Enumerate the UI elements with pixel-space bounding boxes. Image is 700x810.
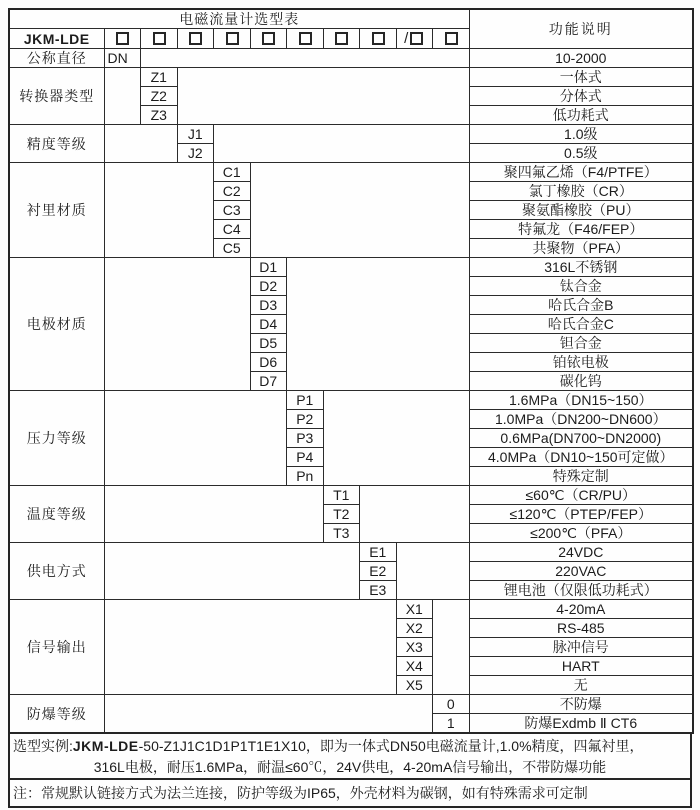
category-label: 压力等级: [9, 391, 104, 486]
option-code: D5: [250, 334, 287, 353]
option-code: X3: [396, 638, 433, 657]
option-description: 10-2000: [469, 49, 693, 68]
option-code: E2: [360, 562, 397, 581]
option-description: 1.0MPa（DN200~DN600）: [469, 410, 693, 429]
option-code: X4: [396, 657, 433, 676]
option-code: P2: [287, 410, 324, 429]
right-spacer: [360, 486, 470, 543]
category-label: 公称直径: [9, 49, 104, 68]
option-code: P1: [287, 391, 324, 410]
option-description: 铂铱电极: [469, 353, 693, 372]
option-code: D1: [250, 258, 287, 277]
option-code: Z2: [141, 87, 178, 106]
option-description: 0.6MPa(DN700~DN2000): [469, 429, 693, 448]
example-line2: 316L电极，耐压1.6MPa，耐温≤60℃，24V供电，4-20mA信号输出，不带防爆功能: [93, 759, 607, 776]
model-code-box-cell: [141, 29, 178, 49]
category-label: 转换器类型: [9, 68, 104, 125]
option-code: P4: [287, 448, 324, 467]
option-code: D2: [250, 277, 287, 296]
option-code: X5: [396, 676, 433, 695]
option-code: X2: [396, 619, 433, 638]
option-code: T2: [323, 505, 360, 524]
option-description: 氯丁橡胶（CR）: [469, 182, 693, 201]
option-code: DN: [104, 49, 141, 68]
option-code: C2: [214, 182, 251, 201]
option-description: 无: [469, 676, 693, 695]
option-description: 4-20mA: [469, 600, 693, 619]
option-code: 1: [433, 714, 470, 734]
option-description: 4.0MPa（DN10~150可定做）: [469, 448, 693, 467]
right-spacer: [396, 543, 469, 600]
option-description: 聚四氟乙烯（F4/PTFE）: [469, 163, 693, 182]
left-spacer: [104, 125, 177, 163]
right-spacer: [433, 600, 470, 695]
code-checkbox: [299, 32, 312, 45]
option-description: 220VAC: [469, 562, 693, 581]
option-description: 钛合金: [469, 277, 693, 296]
option-row: [9, 49, 693, 68]
code-checkbox: [189, 32, 202, 45]
note-line: 注：常规默认链接方式为法兰连接，防护等级为IP65，外壳材料为碳钢，如有特殊需求可定制: [8, 780, 692, 808]
option-description: ≤60℃（CR/PU）: [469, 486, 693, 505]
model-code-box-cell: [433, 29, 470, 49]
option-row: [9, 68, 693, 87]
option-code: D3: [250, 296, 287, 315]
right-spacer: [287, 258, 470, 391]
selection-table: [8, 8, 694, 734]
option-code: 0: [433, 695, 470, 714]
option-code: P3: [287, 429, 324, 448]
option-code: E1: [360, 543, 397, 562]
option-code: C4: [214, 220, 251, 239]
code-checkbox: [445, 32, 458, 45]
option-row: [9, 600, 693, 619]
code-checkbox: [153, 32, 166, 45]
option-description: ≤200℃（PFA）: [469, 524, 693, 543]
option-description: 聚氨酯橡胶（PU）: [469, 201, 693, 220]
option-row: [9, 543, 693, 562]
right-spacer: [214, 125, 470, 163]
option-description: 哈氏合金C: [469, 315, 693, 334]
option-description: 不防爆: [469, 695, 693, 714]
option-code: C5: [214, 239, 251, 258]
slash-separator: /: [404, 30, 409, 48]
example-line1: [10, 736, 690, 757]
category-label: 精度等级: [9, 125, 104, 163]
table-title: 电磁流量计选型表: [9, 9, 469, 29]
model-code-box-cell: [177, 29, 214, 49]
model-code-box-cell: [396, 29, 433, 49]
option-code: E3: [360, 581, 397, 600]
option-description: 分体式: [469, 87, 693, 106]
option-description: 特氟龙（F46/FEP）: [469, 220, 693, 239]
code-checkbox: [116, 32, 129, 45]
title-row: [9, 9, 693, 29]
left-spacer: [104, 391, 287, 486]
code-checkbox: [410, 32, 423, 45]
option-code: J2: [177, 144, 214, 163]
model-code-box-cell: [250, 29, 287, 49]
option-description: 脉冲信号: [469, 638, 693, 657]
example-text: -50-Z1J1C1D1P1T1E1X10，即为一体式DN50电磁流量计,1.0%精度，四氟衬里，: [138, 738, 644, 755]
option-row: [9, 125, 693, 144]
category-label: 信号输出: [9, 600, 104, 695]
category-label: 供电方式: [9, 543, 104, 600]
option-code: Z3: [141, 106, 178, 125]
option-code: J1: [177, 125, 214, 144]
option-description: 低功耗式: [469, 106, 693, 125]
right-spacer: [177, 68, 469, 125]
option-description: 0.5级: [469, 144, 693, 163]
option-row: [9, 258, 693, 277]
option-code: C3: [214, 201, 251, 220]
left-spacer: [104, 600, 396, 695]
example-label: 选型实例:: [13, 738, 73, 755]
model-code-box-cell: [323, 29, 360, 49]
option-description: 1.6MPa（DN15~150）: [469, 391, 693, 410]
model-code-box-cell: [360, 29, 397, 49]
option-description: 共聚物（PFA）: [469, 239, 693, 258]
left-spacer: [104, 163, 214, 258]
left-spacer: [104, 68, 141, 125]
option-code: X1: [396, 600, 433, 619]
option-description: RS-485: [469, 619, 693, 638]
option-description: ≤120℃（PTEP/FEP）: [469, 505, 693, 524]
option-code: D7: [250, 372, 287, 391]
code-checkbox: [335, 32, 348, 45]
category-label: 衬里材质: [9, 163, 104, 258]
option-description: 锂电池（仅限低功耗式）: [469, 581, 693, 600]
model-code-box-cell: [214, 29, 251, 49]
option-row: [9, 486, 693, 505]
option-description: 316L不锈钢: [469, 258, 693, 277]
left-spacer: [104, 695, 433, 734]
right-spacer: [250, 163, 469, 258]
option-code: C1: [214, 163, 251, 182]
left-spacer: [104, 543, 360, 600]
option-row: [9, 695, 693, 714]
left-spacer: [104, 258, 250, 391]
code-checkbox: [372, 32, 385, 45]
option-code: Z1: [141, 68, 178, 87]
option-code: T1: [323, 486, 360, 505]
right-spacer: [323, 391, 469, 486]
option-code: D6: [250, 353, 287, 372]
option-code: D4: [250, 315, 287, 334]
option-code: Pn: [287, 467, 324, 486]
option-code: T3: [323, 524, 360, 543]
option-row: [9, 391, 693, 410]
category-label: 电极材质: [9, 258, 104, 391]
option-description: HART: [469, 657, 693, 676]
option-description: 防爆Exdmb Ⅱ CT6: [469, 714, 693, 734]
right-spacer: [141, 49, 470, 68]
function-column-header: 功能说明: [469, 9, 693, 49]
option-description: 24VDC: [469, 543, 693, 562]
left-spacer: [104, 486, 323, 543]
option-description: 哈氏合金B: [469, 296, 693, 315]
model-prefix: JKM-LDE: [9, 29, 104, 49]
selection-example-box: [8, 734, 692, 780]
option-description: 1.0级: [469, 125, 693, 144]
model-code-box-cell: [287, 29, 324, 49]
option-description: 碳化钨: [469, 372, 693, 391]
category-label: 温度等级: [9, 486, 104, 543]
code-checkbox: [262, 32, 275, 45]
option-description: 一体式: [469, 68, 693, 87]
option-description: 特殊定制: [469, 467, 693, 486]
example-model: JKM-LDE: [72, 738, 139, 755]
option-row: [9, 163, 693, 182]
option-description: 钽合金: [469, 334, 693, 353]
code-checkbox: [226, 32, 239, 45]
model-code-box-cell: [104, 29, 141, 49]
category-label: 防爆等级: [9, 695, 104, 734]
